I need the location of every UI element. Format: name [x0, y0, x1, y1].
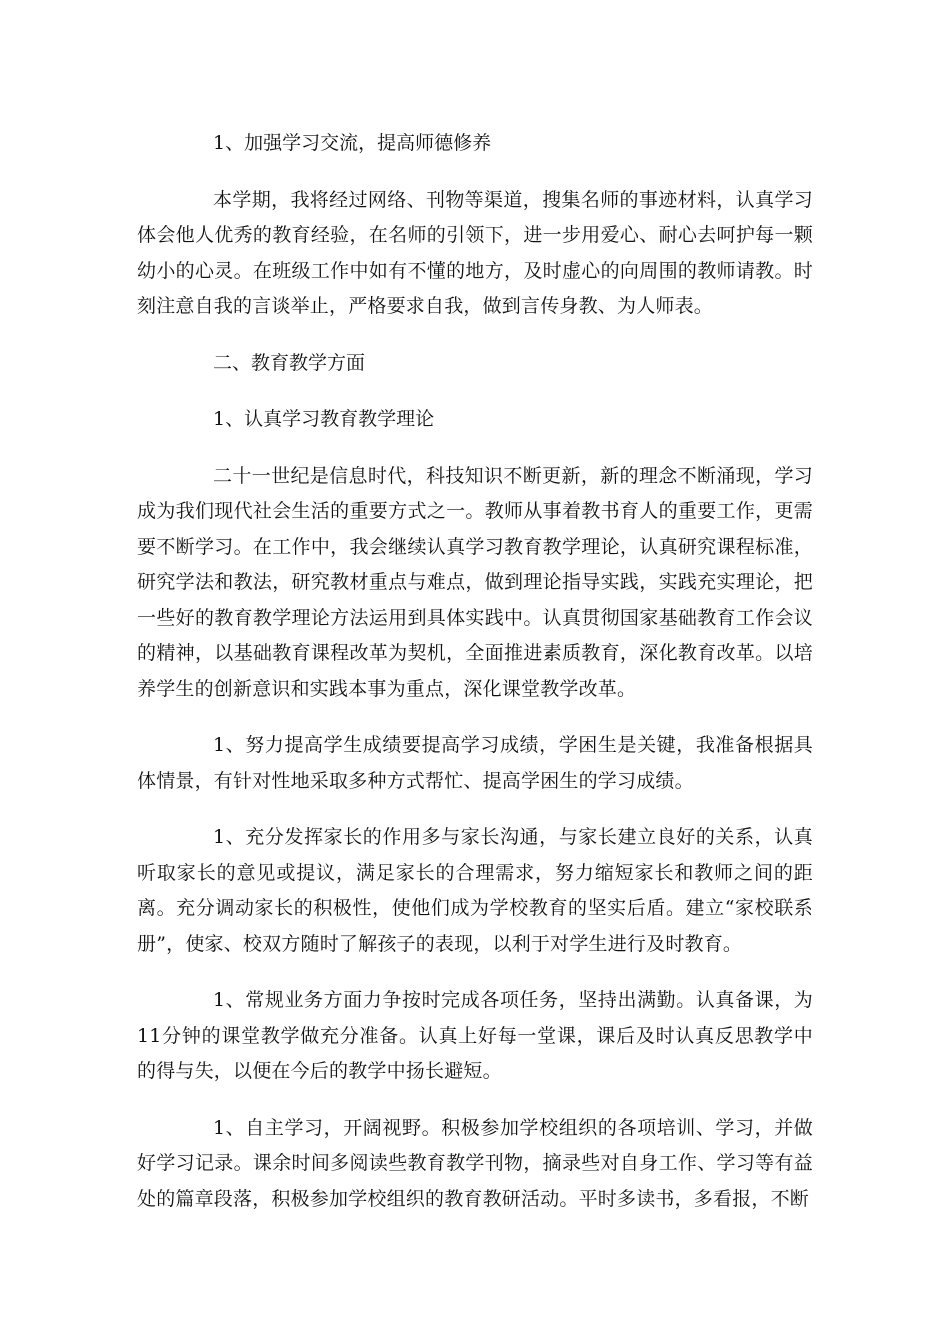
section-heading-education-teaching: 二、教育教学方面 — [213, 351, 366, 374]
section-heading-study-exchange: 1、加强学习交流，提高师德修养 — [213, 132, 492, 154]
paragraph-learn-theory: 二十一世纪是信息时代，科技知识不断更新，新的理念不断涌现，学习成为我们现代社会生活的重要方式之一。教师从事着教书育人的重要工作，更需要不断学习。在工作中，我会继续认真学习教育教学理论，认真研究课程标准，研究学法和教法，研究教材重点与难点，做到理论指导实践，实践充实理论，把一些好的教育教学理论方法运用到具体实践中。认真贯彻国家基础教育工作会议的精神，以基础教育课程改革为契机，全面推进素质教育，深化教育改革。以培养学生的创新意识和实践本事为重点，深化课堂教学改革。 — [137, 464, 813, 700]
paragraph-improve-grades: 1、努力提高学生成绩要提高学习成绩，学困生是关键，我准备根据具体情景，有针对性地采取多种方式帮忙、提高学困生的学习成绩。 — [137, 734, 813, 792]
paragraph-routine-work: 1、常规业务方面力争按时完成各项任务，坚持出满勤。认真备课，为11分钟的课堂教学做充分准备。认真上好每一堂课，课后及时认真反思教学中的得与失，以便在今后的教学中扬长避短。 — [137, 989, 813, 1082]
paragraph-parent-communication: 1、充分发挥家长的作用多与家长沟通，与家长建立良好的关系，认真听取家长的意见或提议，满足家长的合理需求，努力缩短家长和教师之间的距离。充分调动家长的积极性，使他们成为学校教育的坚实后盾。建立“家校联系册”，使家、校双方随时了解孩子的表现，以利于对学生进行及时教育。 — [137, 826, 813, 955]
document-body — [137, 126, 813, 1238]
paragraph-self-study: 1、自主学习，开阔视野。积极参加学校组织的各项培训、学习，并做好学习记录。课余时间多阅读些教育教学刊物，摘录些对自身工作、学习等有益处的篇章段落，积极参加学校组织的教育教研活动。平时多读书，多看报，不断 — [137, 1116, 813, 1210]
section-heading-learn-theory: 1、认真学习教育教学理论 — [213, 408, 435, 430]
paragraph-teacher-ethics: 本学期，我将经过网络、刊物等渠道，搜集名师的事迹材料，认真学习体会他人优秀的教育经验，在名师的引领下，进一步用爱心、耐心去呵护每一颗幼小的心灵。在班级工作中如有不懂的地方，及时虚心的向周围的教师请教。时刻注意自我的言谈举止，严格要求自我，做到言传身教、为人师表。 — [137, 188, 813, 317]
